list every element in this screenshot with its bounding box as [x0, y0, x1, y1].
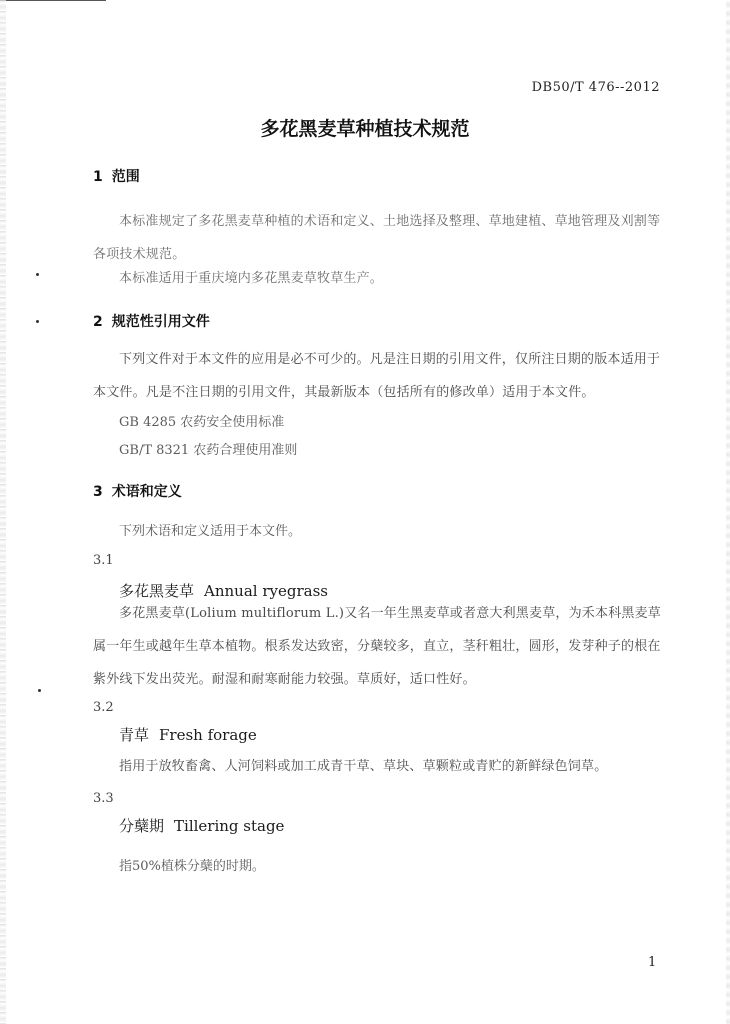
page-number: 1: [648, 955, 657, 970]
section-title: 术语和定义: [111, 484, 182, 500]
term-chinese: 分蘖期: [119, 817, 165, 835]
normative-paragraph: 下列文件对于本文件的应用是必不可少的。凡是注日期的引用文件，仅所注日期的版本适用于本文件。凡是不注日期的引用文件，其最新版本（包括所有的修改单）适用于本文件。: [93, 352, 661, 400]
term-chinese: 青草: [119, 726, 150, 744]
term-english: Annual ryegrass: [204, 582, 328, 600]
section-title: 规范性引用文件: [111, 314, 210, 330]
section-heading-terms: [93, 481, 182, 501]
term-definition: 指用于放牧畜禽、人河饲料或加工成青干草、草块、草颗粒或青贮的新鲜绿色饲草。: [119, 759, 608, 774]
scan-speck: [36, 320, 39, 323]
scan-right-margin: [726, 0, 730, 1024]
term-english: Tillering stage: [174, 817, 285, 835]
section-number: 3: [93, 484, 103, 500]
term-english: Fresh forage: [159, 726, 257, 744]
scope-paragraph-1: 本标准规定了多花黑麦草种植的术语和定义、土地选择及整理、草地建植、草地管理及刈割等各项技术规范。: [93, 214, 661, 262]
term-heading: [119, 724, 257, 745]
scan-speck: [36, 273, 39, 276]
term-number: 3.1: [93, 553, 114, 568]
term-definition: 多花黑麦草(Lolium multiflorum L.)又名一年生黑麦草或者意大利黑麦草，为禾本科黑麦草属一年生或越年生草本植物。根系发达致密，分蘖较多，直立，茎秆粗壮，圆形，发芽种子的根在紫外线下发出荧光。耐湿和耐寒耐能力较强。草质好，适口性好。: [93, 606, 661, 687]
scan-edge-line: [0, 0, 106, 1]
term-number: 3.2: [93, 700, 114, 715]
standard-code: DB50/T 476--2012: [531, 80, 660, 95]
reference-item: GB 4285 农药安全使用标准: [119, 415, 285, 430]
reference-item: GB/T 8321 农药合理使用准则: [119, 443, 298, 458]
section-title: 范围: [111, 169, 140, 185]
scan-speck: [38, 689, 41, 692]
scope-paragraph-2: 本标准适用于重庆境内多花黑麦草牧草生产。: [119, 271, 384, 286]
term-heading: [119, 815, 284, 836]
terms-intro: 下列术语和定义适用于本文件。: [119, 524, 302, 539]
document-title: 多花黑麦草种植技术规范: [260, 118, 470, 140]
section-number: 2: [93, 314, 103, 330]
section-heading-scope: [93, 166, 140, 186]
section-number: 1: [93, 169, 103, 185]
scan-left-margin: [0, 0, 6, 1024]
term-chinese: 多花黑麦草: [119, 582, 195, 600]
term-number: 3.3: [93, 791, 114, 806]
section-heading-normative: [93, 311, 210, 331]
term-definition: 指50%植株分蘖的时期。: [119, 859, 265, 874]
